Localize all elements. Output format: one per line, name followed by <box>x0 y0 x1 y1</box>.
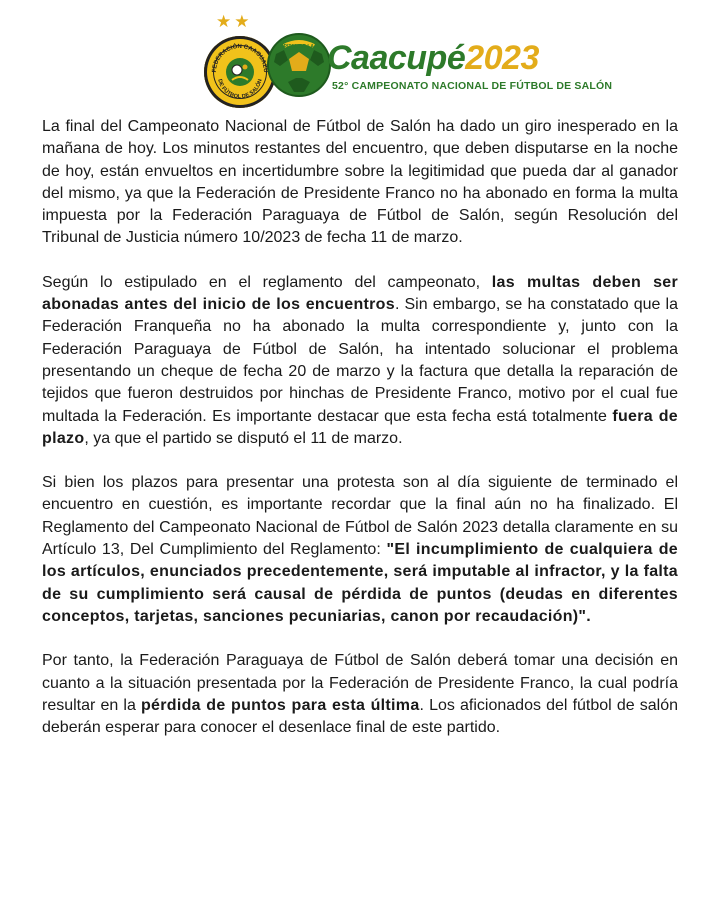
federation-badge-text-top: FEDERACIÓN CAAGUAZÚ <box>211 43 269 73</box>
brand-title <box>327 40 539 76</box>
federation-badge-text-bottom: DE FÚTBOL DE SALÓN <box>216 78 264 101</box>
bold-text: "El incumplimiento de cualquiera de los artículos, enunciados precedentemente, será imputable al infractor, y la falta de su cumplimiento será causal de pérdida de puntos (deudas en diferentes conceptos, tarjetas, sanciones pecuniarias, canon por recaudación)". <box>42 541 678 625</box>
brand-year: 2023 <box>465 39 539 77</box>
text-segment: La final del Campeonato Nacional de Fútbol de Salón ha dado un giro inesperado en la mañana de hoy. Los minutos restantes del encuentro, que deben disputarse en la noche de hoy, están envueltos en incertidumbre sobre la legitimidad que pueda dar al ganador del mismo, ya que la Federación de Presidente Franco no ha abonado en forma la multa impuesta por la Federación Paraguaya de Fútbol de Salón, según Resolución del Tribunal de Justicia número 10/2023 de fecha 11 de marzo. <box>42 118 678 247</box>
stars <box>216 12 253 32</box>
brand-subtitle: 52° CAMPEONATO NACIONAL DE FÚTBOL DE SALÓN <box>332 80 613 92</box>
paragraph-3 <box>42 472 678 628</box>
soccer-ball-logo <box>266 32 332 98</box>
ball-logo-text: CAPITAL DE LA FE <box>276 44 322 50</box>
paragraph-4 <box>42 650 678 739</box>
text-segment: . Sin embargo, se ha constatado que la Federación Franqueña no ha abonado la multa correspondiente y, junto con la Federación Paraguaya de Fútbol de Salón, ha intentado solucionar el problema presentando un cheque de fecha 20 de marzo y la factura que detalla la reparación de tejidos que fueron destruidos por hinchas de Presidente Franco, motivo por el cual fue multada la Federación. Es importante destacar que esta fecha está totalmente <box>42 296 678 425</box>
article-body <box>42 116 678 739</box>
bold-text: las multas deben ser abonadas antes del inicio de los encuentros <box>42 273 678 314</box>
text-segment: Según lo estipulado en el reglamento del campeonato, <box>42 273 492 291</box>
text-segment: , ya que el partido se disputó el 11 de marzo. <box>84 429 403 447</box>
text-segment: Por tanto, la Federación Paraguaya de Fútbol de Salón deberá tomar una decisión en cuanto a la situación presentada por la Federación de Presidente Franco, la cual podría resultar en la <box>42 652 678 714</box>
text-segment: . Los aficionados del fútbol de salón deberán esperar para conocer el desenlace final de este partido. <box>42 696 679 737</box>
bold-text: fuera de plazo <box>42 407 678 447</box>
header <box>0 10 720 110</box>
text-segment: Si bien los plazos para presentar una protesta son al día siguiente de terminado el encuentro en cuestión, es importante recordar que la final aún no ha finalizado. El Reglamento del Campeonato Nacional de Fútbol de Salón 2023 detalla claramente en su Artículo 13, Del Cumplimiento del Reglamento: <box>42 474 678 559</box>
brand-main: Caacupé <box>327 39 466 77</box>
star-icon: ★ <box>234 12 253 31</box>
paragraph-1 <box>42 116 678 250</box>
paragraph-2 <box>42 272 678 450</box>
star-icon: ★ <box>216 12 235 31</box>
bold-text: pérdida de puntos para esta última <box>140 696 420 714</box>
